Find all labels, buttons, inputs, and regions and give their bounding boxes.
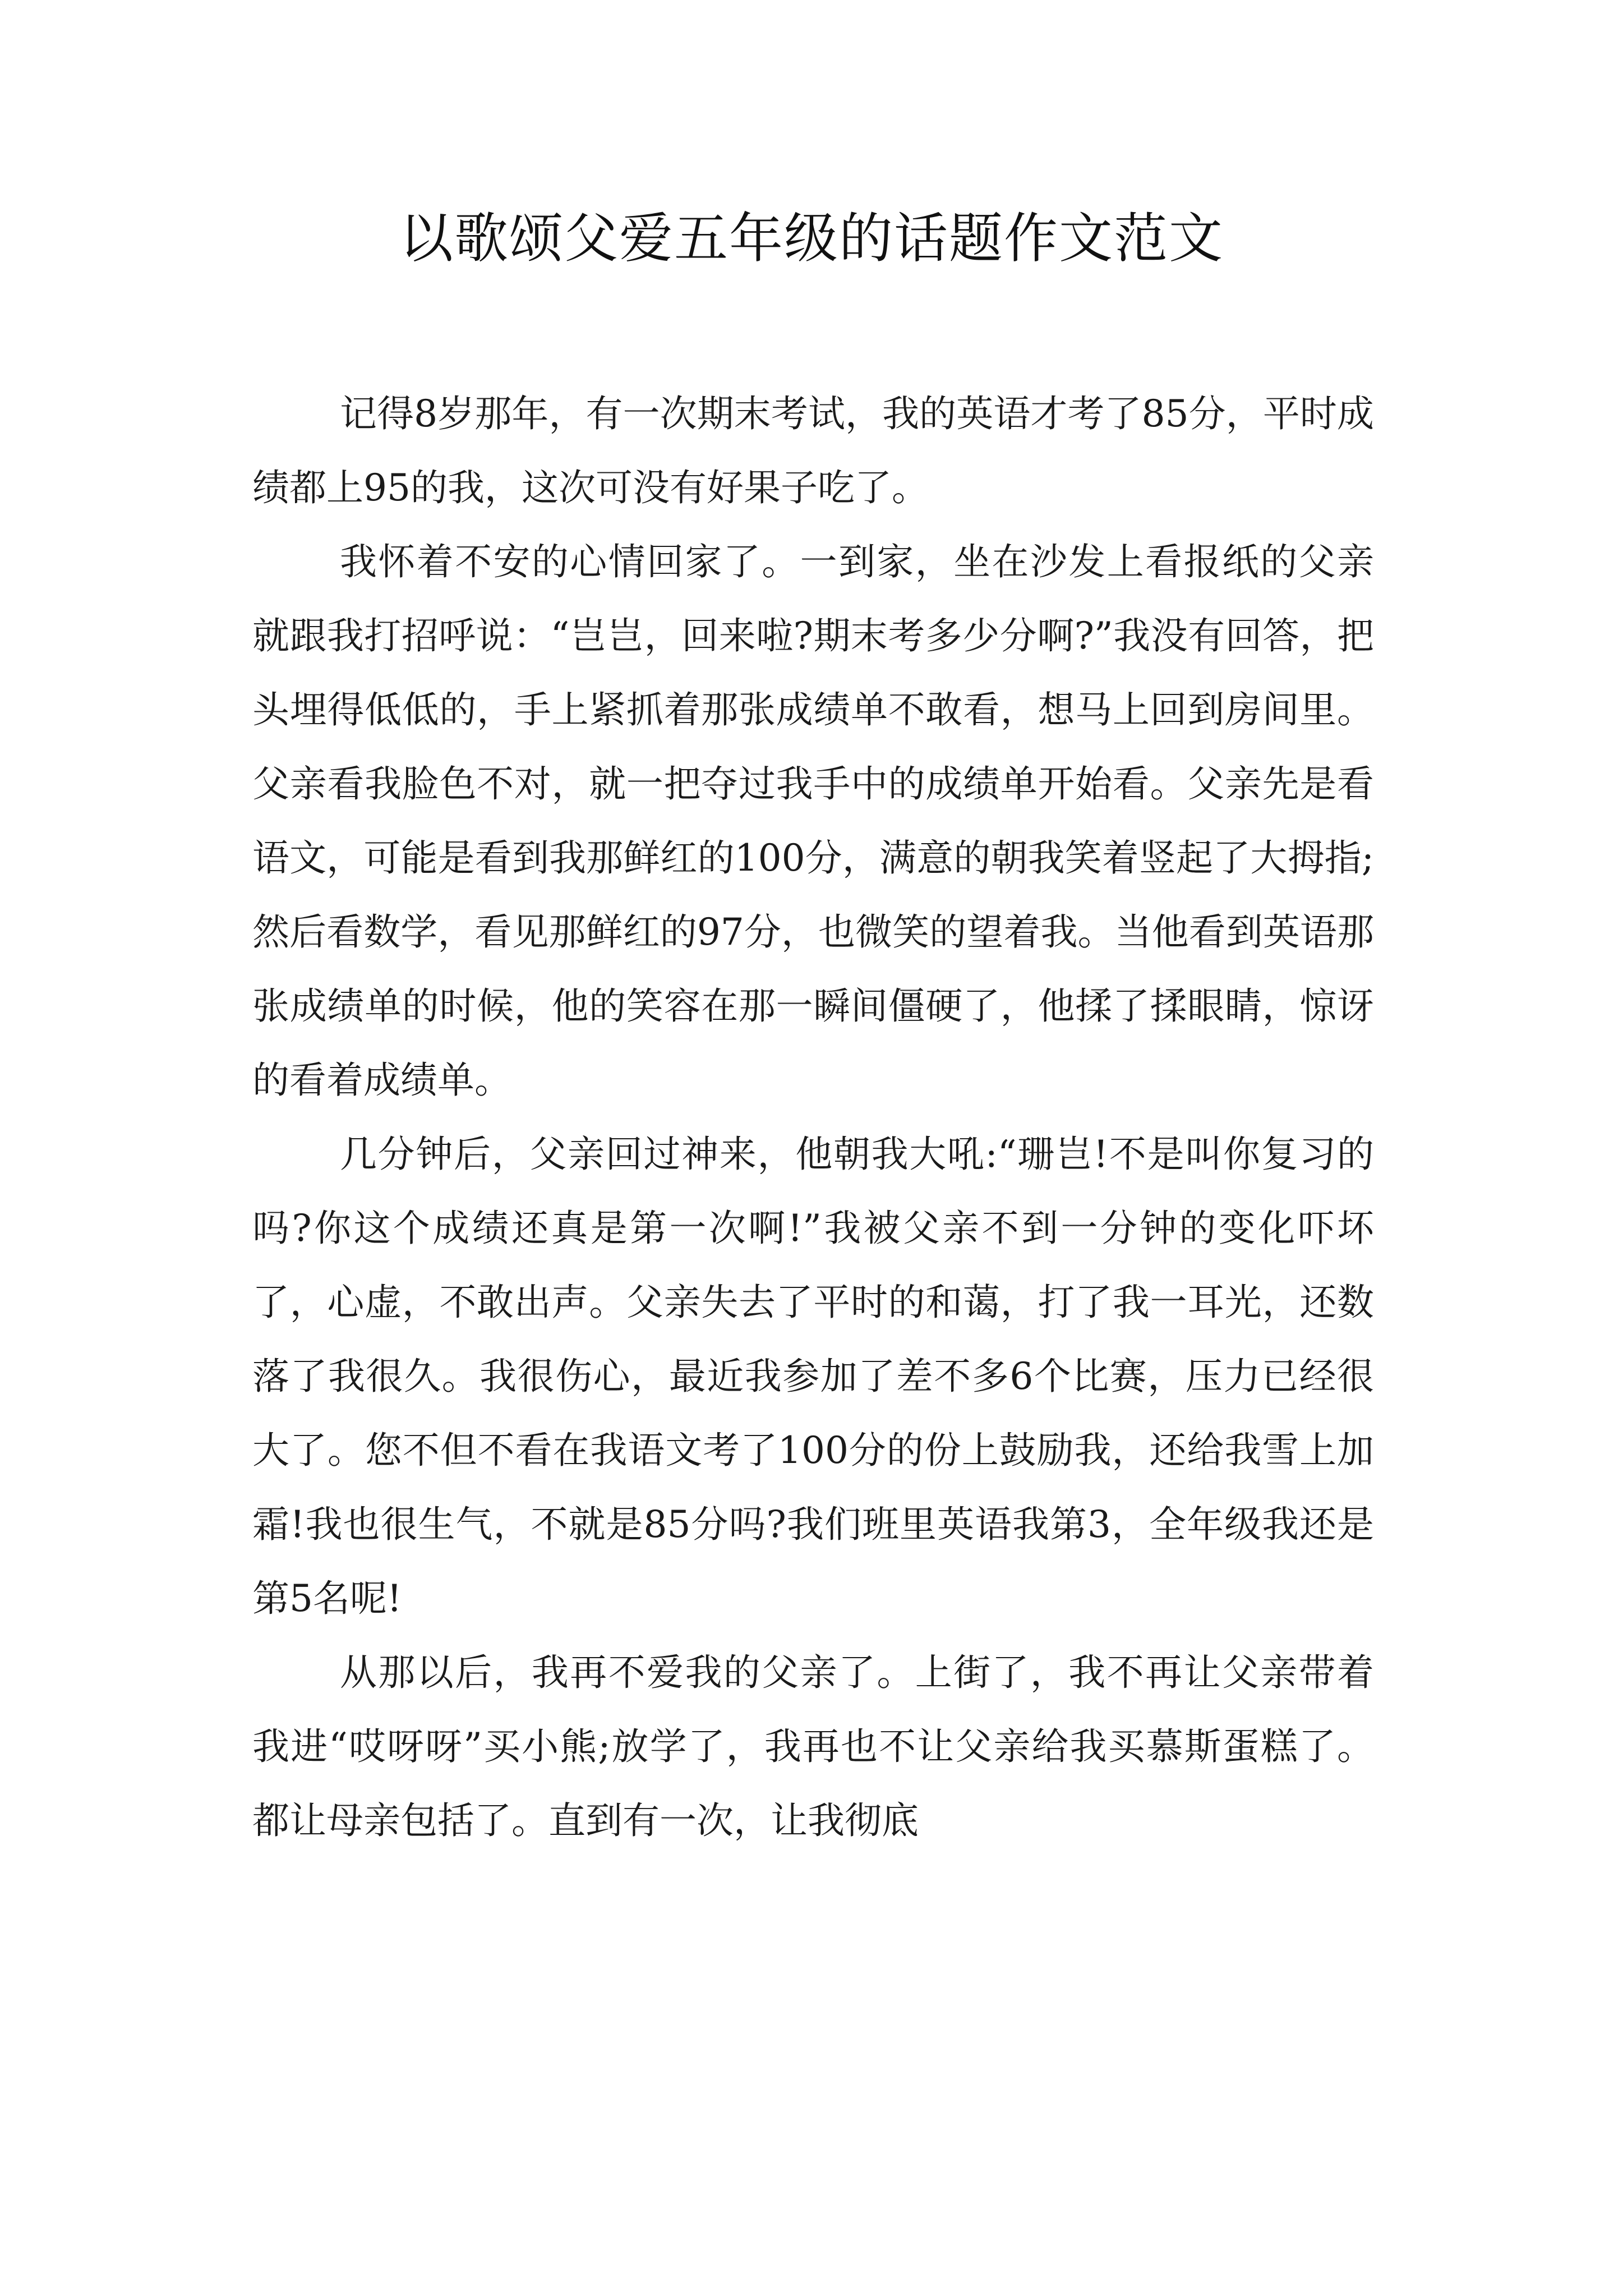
- paragraph-1: 记得8岁那年，有一次期末考试，我的英语才考了85分，平时成绩都上95的我，这次可没有好果子吃了。: [252, 392, 1374, 509]
- paragraph-4: 从那以后，我再不爱我的父亲了。上街了，我不再让父亲带着我进“哎呀呀”买小熊;放学了，我再也不让父亲给我买慕斯蛋糕了。都让母亲包括了。直到有一次，让我彻底: [252, 1651, 1374, 1842]
- document-body: [252, 377, 1374, 1858]
- document-title: 以歌颂父爱五年级的话题作文范文: [399, 207, 1224, 270]
- paragraph-2: 我怀着不安的心情回家了。一到家，坐在沙发上看报纸的父亲就跟我打招呼说：“岂岂，回来啦?期末考多少分啊?”我没有回答，把头埋得低低的，手上紧抓着那张成绩单不敢看，想马上回到房间里。父亲看我脸色不对，就一把夺过我手中的成绩单开始看。父亲先是看语文，可能是看到我那鲜红的100分，满意的朝我笑着竖起了大拇指;然后看数学，看见那鲜红的97分，也微笑的望着我。当他看到英语那张成绩单的时候，他的笑容在那一瞬间僵硬了，他揉了揉眼睛，惊讶的看着成绩单。: [252, 540, 1374, 1102]
- paragraph-3: 几分钟后，父亲回过神来，他朝我大吼:“珊岂!不是叫你复习的吗?你这个成绩还真是第一次啊!”我被父亲不到一分钟的变化吓坏了，心虚，不敢出声。父亲失去了平时的和蔼，打了我一耳光，还数落了我很久。我很伤心，最近我参加了差不多6个比赛，压力已经很大了。您不但不看在我语文考了100分的份上鼓励我，还给我雪上加霜!我也很生气，不就是85分吗?我们班里英语我第3，全年级我还是第5名呢!: [252, 1133, 1374, 1620]
